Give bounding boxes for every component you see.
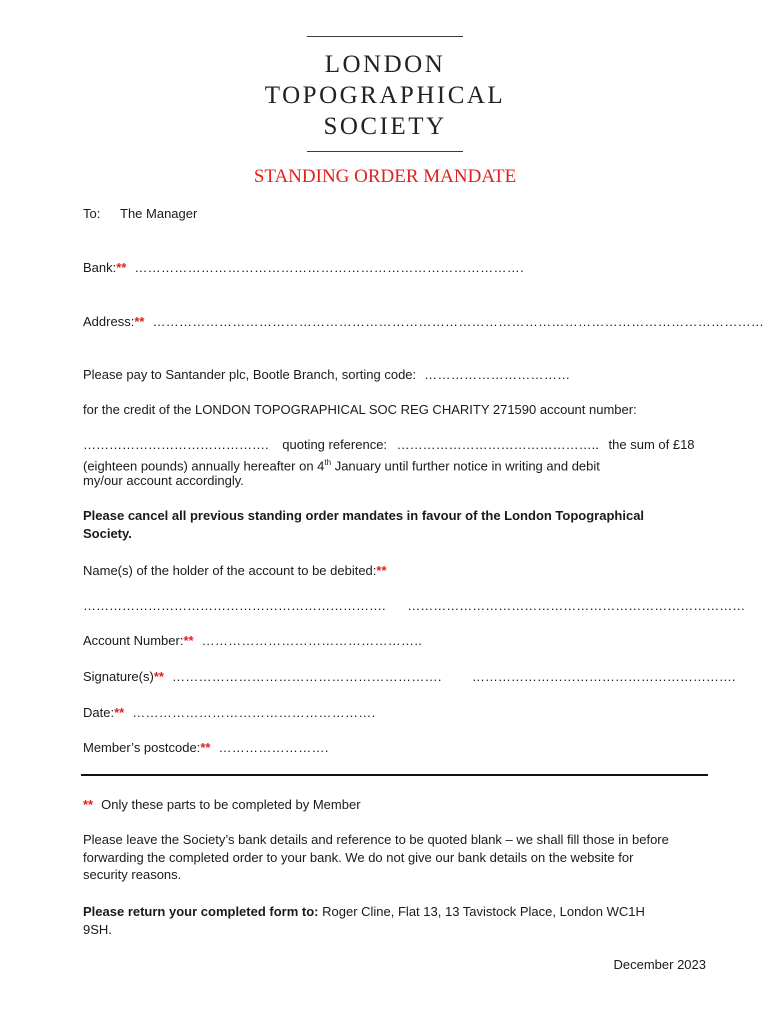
signature-label: Signature(s) xyxy=(83,669,154,684)
required-marker: ** xyxy=(153,669,164,684)
address-label: Address: xyxy=(83,314,135,329)
logo-top-rule xyxy=(307,36,463,37)
credit-line: for the credit of the LONDON TOPOGRAPHICAL SOC REG CHARITY 271590 account number: xyxy=(83,402,637,417)
bank-label: Bank: xyxy=(83,260,117,275)
quote-text-a: (eighteen pounds) annually hereafter on 4 xyxy=(83,458,325,474)
required-marker: ** xyxy=(376,563,387,578)
names-blanks xyxy=(83,597,745,615)
cancel-notice: Please cancel all previous standing order mandates in favour of the London Topographical Society. xyxy=(83,508,645,541)
required-marker: ** xyxy=(114,705,125,720)
return-label: Please return your completed form to: xyxy=(83,904,319,919)
bank-field[interactable] xyxy=(83,259,524,277)
required-marker: ** xyxy=(134,314,145,329)
issue-date: December 2023 xyxy=(613,957,706,972)
pay-text: Please pay to Santander plc, Bootle Branch, sorting code: xyxy=(83,367,417,382)
quoting-label: quoting reference: xyxy=(282,437,388,452)
date-blank[interactable]: ………………………………………………. xyxy=(132,705,376,720)
account-number-field[interactable] xyxy=(83,632,422,650)
signature-blank-1[interactable]: ……………………………………………………. xyxy=(171,669,442,684)
logo-bottom-rule xyxy=(307,151,463,152)
date-field[interactable] xyxy=(83,704,376,722)
quote-line-1 xyxy=(83,436,695,454)
logo-line-2: TOPOGRAPHICAL xyxy=(264,82,506,109)
names-label-line xyxy=(83,562,387,580)
return-instruction xyxy=(83,903,673,938)
required-marker: ** xyxy=(200,740,211,755)
date-label: Date: xyxy=(83,705,115,720)
leave-blank-notice: Please leave the Society’s bank details and reference to be quoted blank – we shall fill those in before forwarding the completed order to your bank. We do not give our bank details on the website for security reasons. xyxy=(83,832,669,882)
bank-blank[interactable]: ……………………………………………………………………………. xyxy=(134,260,524,275)
pay-line xyxy=(83,366,570,384)
account-number-blank[interactable]: ……………………………………. xyxy=(83,437,269,452)
to-value: The Manager xyxy=(120,206,198,221)
names-label: Name(s) of the holder of the account to be debited: xyxy=(83,563,377,578)
signature-blank-2[interactable]: ……………………………………………………. xyxy=(471,669,736,684)
to-label: To: xyxy=(83,206,101,221)
member-note-text: Only these parts to be completed by Member xyxy=(101,797,361,812)
account-number-input[interactable]: ………………………………………….. xyxy=(201,633,423,648)
page-title: STANDING ORDER MANDATE xyxy=(253,166,517,187)
address-blank[interactable]: ………………………………………………………………………………………………………………………… xyxy=(152,314,765,329)
return-address: Roger Cline, Flat 13, 13 Tavistock Place, London WC1H 9SH. xyxy=(83,904,645,937)
account-number-label: Account Number: xyxy=(83,633,184,648)
name-blank-1[interactable]: ……………………………………………………………. xyxy=(83,598,386,613)
logo-line-1: LONDON xyxy=(324,51,446,78)
required-marker: ** xyxy=(183,633,194,648)
postcode-field[interactable] xyxy=(83,739,329,757)
logo-line-3: SOCIETY xyxy=(323,113,447,140)
ordinal-suffix: th xyxy=(324,458,332,467)
member-note xyxy=(83,796,361,814)
signature-field[interactable] xyxy=(83,668,735,686)
postcode-label: Member’s postcode: xyxy=(83,740,201,755)
society-logo xyxy=(0,36,770,152)
quote-text-b: January until further notice in writing and debit xyxy=(331,458,600,474)
postcode-blank[interactable]: ……………………. xyxy=(218,740,329,755)
address-field[interactable] xyxy=(83,313,764,331)
sorting-code-blank[interactable]: …………………………… xyxy=(424,367,571,382)
quoting-reference-blank[interactable]: ……………………………………….. xyxy=(396,437,599,452)
name-blank-2[interactable]: …………………………………………………………………… xyxy=(407,598,746,613)
required-marker: ** xyxy=(83,797,94,812)
section-divider xyxy=(81,774,708,776)
quote-line-3: my/our account accordingly. xyxy=(83,473,244,488)
required-marker: ** xyxy=(116,260,127,275)
sum-text: the sum of £18 xyxy=(608,437,695,452)
to-line xyxy=(83,205,197,223)
